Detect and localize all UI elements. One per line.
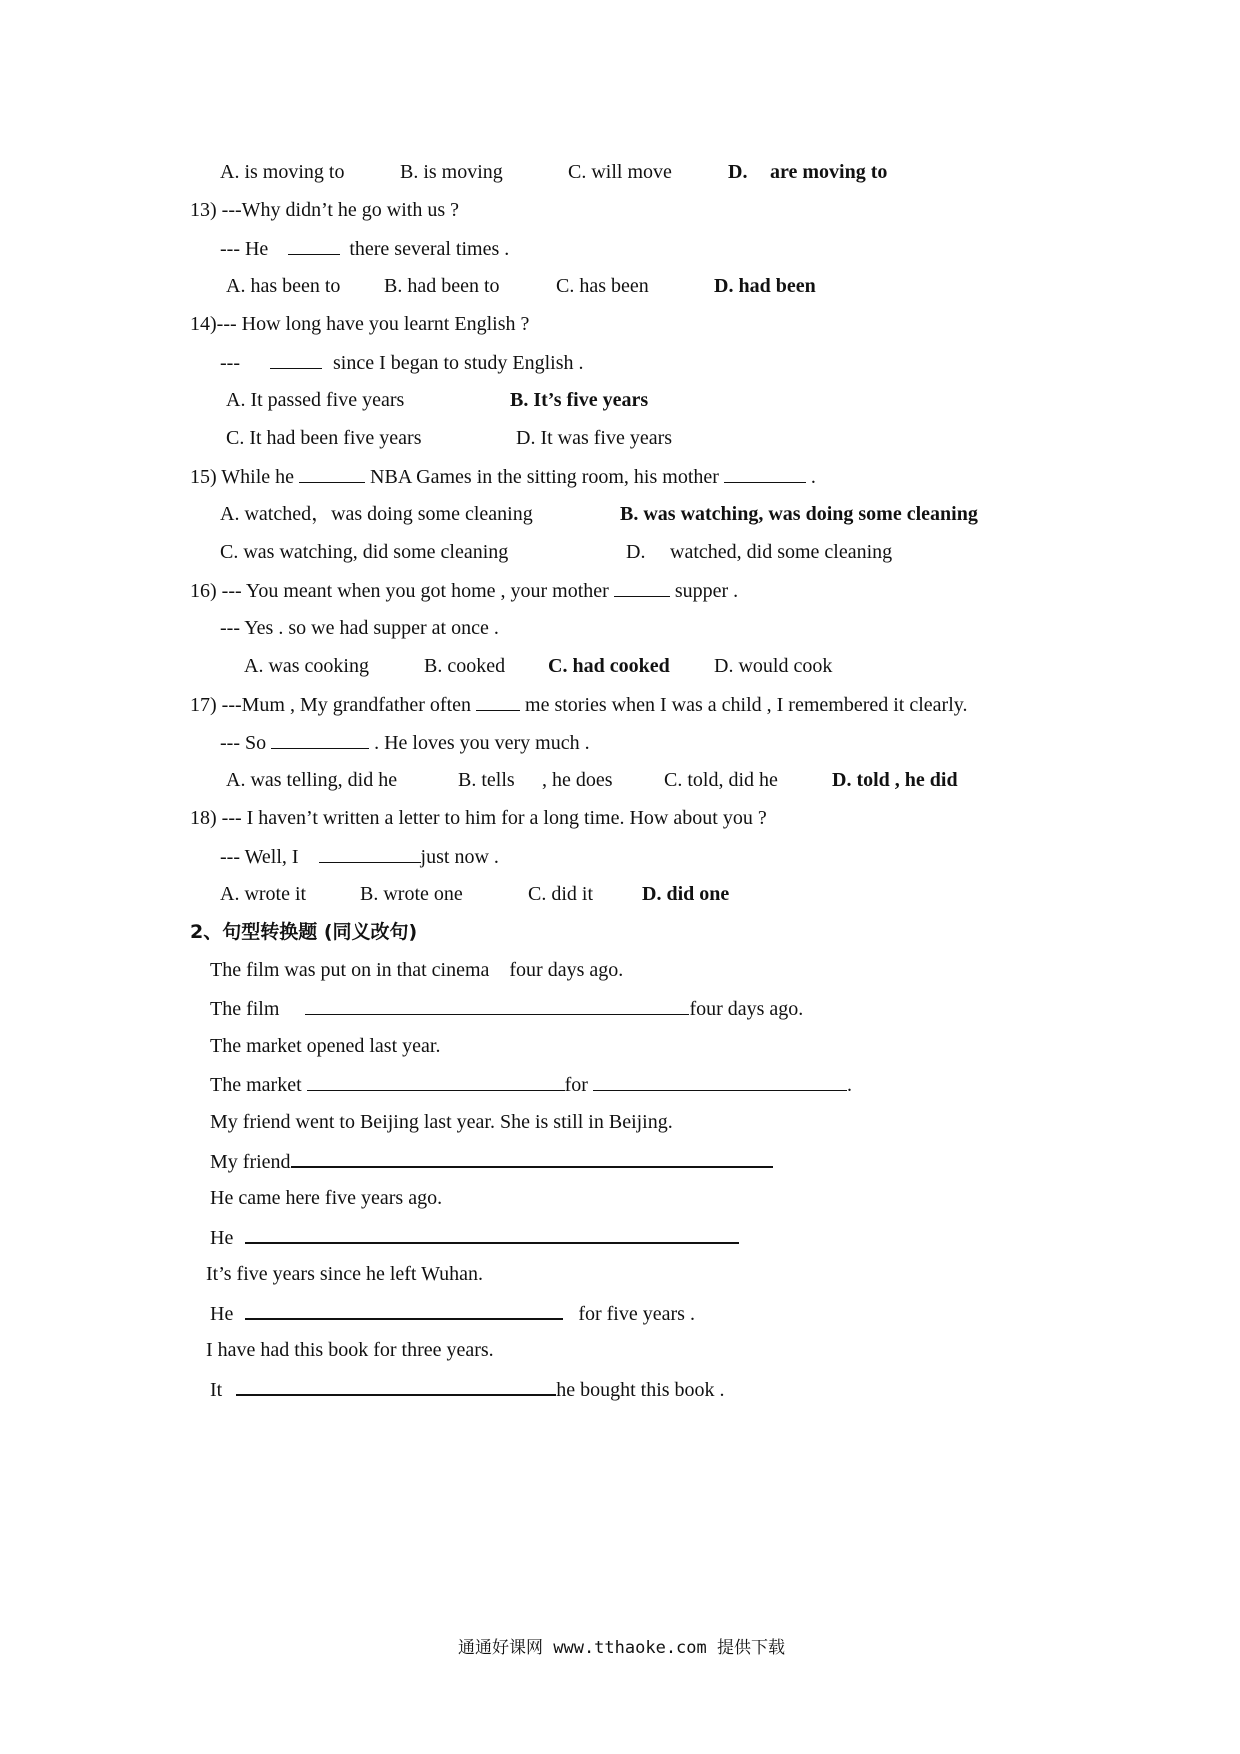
q15-question-line bbox=[190, 464, 816, 489]
section-2-title: 2、句型转换题 (同义改句) bbox=[190, 921, 418, 943]
q17-option-c: C. told, did he bbox=[664, 769, 778, 791]
q12-option-d-label: D. bbox=[728, 161, 748, 183]
footer-download-notice: 通通好课网 www.tthaoke.com 提供下载 bbox=[458, 1638, 785, 1658]
q17-question-post: me stories when I was a child , I remembered it clearly. bbox=[525, 694, 968, 716]
q15-option-d-label: D. bbox=[626, 541, 646, 563]
q15-option-b: B. was watching, was doing some cleaning bbox=[620, 503, 978, 525]
q15-option-c: C. was watching, did some cleaning bbox=[220, 541, 509, 563]
q15-option-d-text: watched, did some cleaning bbox=[670, 541, 893, 563]
s3-blank[interactable] bbox=[291, 1148, 773, 1168]
q16-option-a: A. was cooking bbox=[244, 655, 369, 677]
q13-option-d: D. had been bbox=[714, 275, 816, 297]
s4-answer-line bbox=[210, 1224, 739, 1250]
s5-pre: He bbox=[210, 1303, 234, 1325]
q15-blank-1[interactable] bbox=[299, 464, 365, 483]
q18-option-c: C. did it bbox=[528, 883, 594, 905]
q18-option-d: D. did one bbox=[642, 883, 730, 905]
q15-part1: 15) While he bbox=[190, 466, 295, 488]
q14-answer-pre: --- bbox=[220, 352, 240, 374]
q18-option-b: B. wrote one bbox=[360, 883, 463, 905]
q17-blank-1[interactable] bbox=[476, 692, 520, 711]
q15-part3: . bbox=[810, 466, 816, 488]
q16-option-d: D. would cook bbox=[714, 655, 833, 677]
s6-post: he bought this book . bbox=[556, 1379, 725, 1401]
q18-option-a: A. wrote it bbox=[220, 883, 307, 905]
q14-option-d: D. It was five years bbox=[516, 427, 673, 449]
q13-question: 13) ---Why didn’t he go with us ? bbox=[190, 199, 460, 221]
s1-given: The film was put on in that cinema four days ago. bbox=[210, 959, 624, 981]
q13-blank[interactable] bbox=[288, 236, 340, 255]
s1-blank[interactable] bbox=[305, 996, 689, 1015]
s3-pre: My friend bbox=[210, 1151, 291, 1173]
q16-question-pre: 16) --- You meant when you got home , your mother bbox=[190, 580, 609, 602]
s3-answer-line bbox=[210, 1148, 773, 1174]
q18-answer-post: just now . bbox=[420, 846, 499, 868]
q16-option-c: C. had cooked bbox=[548, 655, 670, 677]
q14-answer-line bbox=[220, 350, 584, 375]
s4-pre: He bbox=[210, 1227, 234, 1249]
q18-answer-pre: --- Well, I bbox=[220, 846, 299, 868]
q12-option-b: B. is moving bbox=[400, 161, 503, 183]
q16-option-b: B. cooked bbox=[424, 655, 506, 677]
q15-blank-2[interactable] bbox=[724, 464, 806, 483]
s5-blank[interactable] bbox=[245, 1300, 563, 1320]
q17-question-pre: 17) ---Mum , My grandfather often bbox=[190, 694, 472, 716]
q17-answer-post: . He loves you very much . bbox=[374, 732, 590, 754]
q14-blank[interactable] bbox=[270, 350, 322, 369]
q13-answer-pre: --- He bbox=[220, 238, 269, 260]
q13-option-b: B. had been to bbox=[384, 275, 500, 297]
q18-question: 18) --- I haven’t written a letter to him for a long time. How about you ? bbox=[190, 807, 767, 829]
s3-given: My friend went to Beijing last year. She is still in Beijing. bbox=[210, 1111, 673, 1133]
s5-given: It’s five years since he left Wuhan. bbox=[206, 1263, 484, 1285]
q18-blank[interactable] bbox=[319, 844, 421, 863]
q13-answer-line bbox=[220, 236, 509, 261]
s5-answer-line bbox=[210, 1300, 695, 1326]
q16-blank[interactable] bbox=[614, 578, 670, 597]
s2-pre: The market bbox=[210, 1074, 302, 1096]
q17-option-b-tail: , he does bbox=[542, 769, 613, 791]
q14-option-b: B. It’s five years bbox=[510, 389, 649, 411]
s4-given: He came here five years ago. bbox=[210, 1187, 443, 1209]
q13-answer-post: there several times . bbox=[349, 238, 510, 260]
q17-question-line bbox=[190, 692, 967, 717]
s6-pre: It bbox=[210, 1379, 223, 1401]
q15-part2: NBA Games in the sitting room, his mother bbox=[370, 466, 719, 488]
q13-option-c: C. has been bbox=[556, 275, 649, 297]
q14-question: 14)--- How long have you learnt English ? bbox=[190, 313, 530, 335]
q17-option-b: B. tells bbox=[458, 769, 515, 791]
s2-post: . bbox=[846, 1074, 852, 1096]
q17-answer-line bbox=[220, 730, 590, 755]
q18-answer-line bbox=[220, 844, 499, 869]
s2-answer-line bbox=[210, 1072, 852, 1097]
q16-question-post: supper . bbox=[674, 580, 739, 602]
s6-answer-line bbox=[210, 1376, 725, 1402]
q16-answer: --- Yes . so we had supper at once . bbox=[220, 617, 499, 639]
s6-blank[interactable] bbox=[236, 1376, 556, 1396]
s2-mid: for bbox=[564, 1074, 588, 1096]
s2-given: The market opened last year. bbox=[210, 1035, 441, 1057]
s2-blank-1[interactable] bbox=[307, 1072, 565, 1091]
s1-pre: The film bbox=[210, 998, 280, 1020]
q14-answer-post: since I began to study English . bbox=[332, 352, 584, 374]
q14-option-c: C. It had been five years bbox=[226, 427, 422, 449]
q12-option-a: A. is moving to bbox=[220, 161, 345, 183]
s6-given: I have had this book for three years. bbox=[206, 1339, 494, 1361]
s1-answer-line bbox=[210, 996, 803, 1021]
q15-option-a: A. watched，was doing some cleaning bbox=[220, 503, 533, 525]
q16-question-line bbox=[190, 578, 738, 603]
q14-option-a: A. It passed five years bbox=[226, 389, 405, 411]
q17-option-a: A. was telling, did he bbox=[226, 769, 398, 791]
q12-option-c: C. will move bbox=[568, 161, 672, 183]
q13-option-a: A. has been to bbox=[226, 275, 341, 297]
s2-blank-2[interactable] bbox=[593, 1072, 847, 1091]
q17-option-d: D. told , he did bbox=[832, 769, 958, 791]
q17-answer-pre: --- So bbox=[220, 732, 267, 754]
q12-option-d-text: are moving to bbox=[770, 161, 888, 183]
s4-blank[interactable] bbox=[245, 1224, 739, 1244]
s1-post: four days ago. bbox=[689, 998, 804, 1020]
q17-blank-2[interactable] bbox=[271, 730, 369, 749]
s5-post: for five years . bbox=[578, 1303, 695, 1325]
